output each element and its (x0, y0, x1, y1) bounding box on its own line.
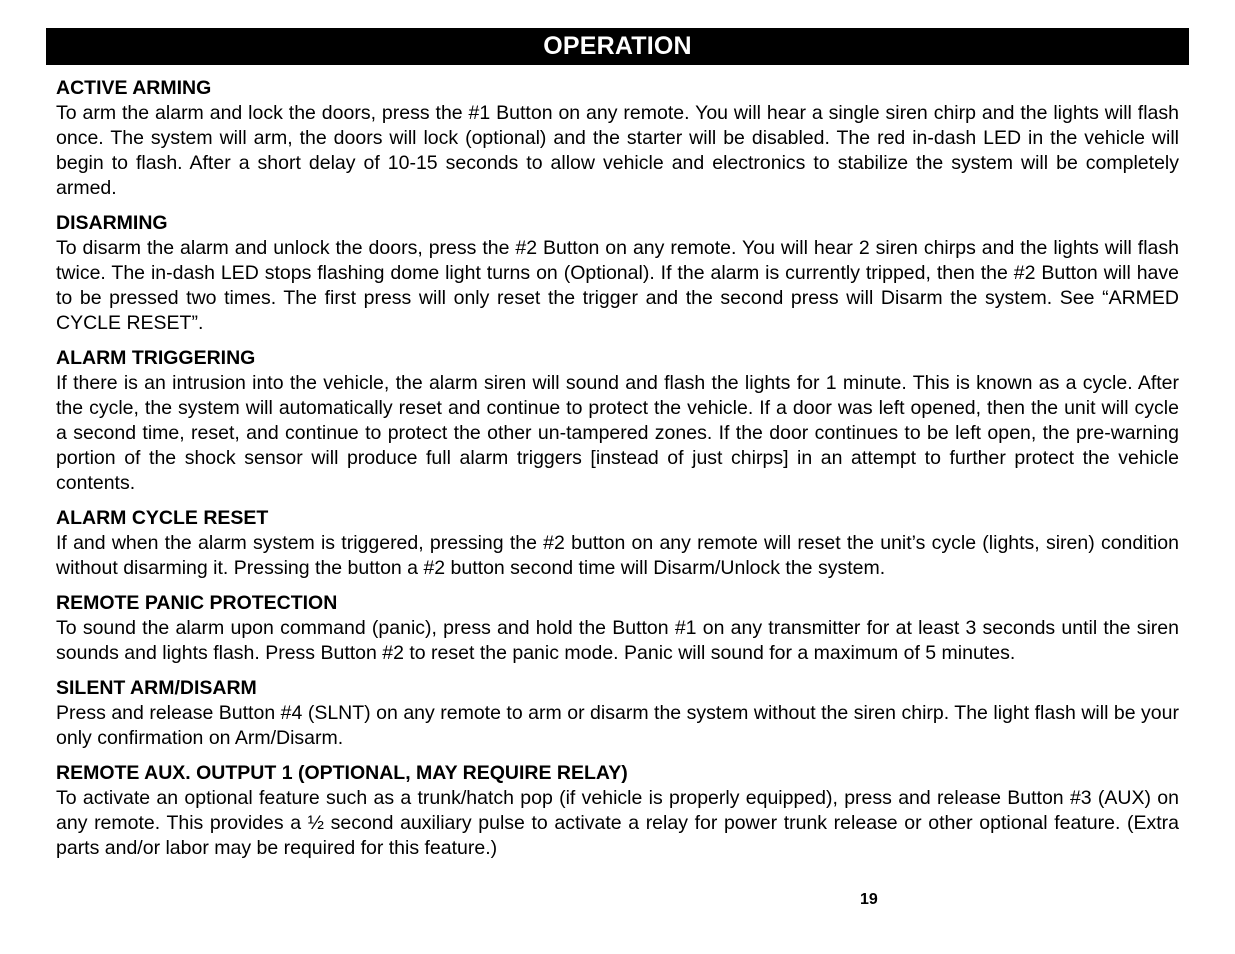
document-body (56, 76, 1179, 871)
section-paragraph: If there is an intrusion into the vehicle, the alarm siren will sound and flash the lights for 1 minute. This is known as a cycle. After the cycle, the system will automatically reset and continue to protect the vehicle. If a door was left opened, then the unit will cycle a second time, reset, and continue to protect the other un-tampered zones. If the door continues to be left open, the pre-warning portion of the shock sensor will produce full alarm triggers [instead of just chirps] in an attempt to further protect the vehicle contents. (56, 372, 1179, 494)
section-disarming (56, 211, 1179, 336)
section-heading: ALARM CYCLE RESET (56, 507, 269, 529)
section-remote-aux-output (56, 761, 1179, 861)
section-paragraph: To arm the alarm and lock the doors, press the #1 Button on any remote. You will hear a single siren chirp and the lights will flash once. The system will arm, the doors will lock (optional) and the starter will be disabled. The red in-dash LED in the vehicle will begin to flash. After a short delay of 10-15 seconds to allow vehicle and electronics to stabilize the system will be completely armed. (56, 102, 1179, 199)
section-heading: ALARM TRIGGERING (56, 347, 256, 369)
section-heading: REMOTE AUX. OUTPUT 1 (OPTIONAL, MAY REQUIRE RELAY) (56, 762, 628, 784)
section-alarm-cycle-reset (56, 506, 1179, 581)
section-heading: ACTIVE ARMING (56, 77, 212, 99)
section-paragraph: To sound the alarm upon command (panic), press and hold the Button #1 on any transmitter for at least 3 seconds until the siren sounds and lights flash. Press Button #2 to reset the panic mode. Panic will sound for a maximum of 5 minutes. (56, 617, 1179, 664)
section-heading: SILENT ARM/DISARM (56, 677, 257, 699)
section-alarm-triggering (56, 346, 1179, 496)
page-title: OPERATION (543, 32, 692, 60)
section-paragraph: To disarm the alarm and unlock the doors, press the #2 Button on any remote. You will hear 2 siren chirps and the lights will flash twice. The in-dash LED stops flashing dome light turns on (Optional). If the alarm is currently tripped, then the #2 Button will have to be pressed two times. The first press will only reset the trigger and the second press will Disarm the system. See “ARMED CYCLE RESET”. (56, 237, 1179, 334)
section-heading: DISARMING (56, 212, 168, 234)
section-paragraph: To activate an optional feature such as a trunk/hatch pop (if vehicle is properly equipped), press and release Button #3 (AUX) on any remote. This provides a ½ second auxiliary pulse to activate a relay for power trunk release or other optional feature. (Extra parts and/or labor may be required for this feature.) (56, 787, 1179, 859)
section-heading: REMOTE PANIC PROTECTION (56, 592, 338, 614)
section-title-bar (46, 28, 1189, 65)
section-active-arming (56, 76, 1179, 201)
section-remote-panic-protection (56, 591, 1179, 666)
section-paragraph: If and when the alarm system is triggered, pressing the #2 button on any remote will reset the unit’s cycle (lights, siren) condition without disarming it. Pressing the button a #2 button second time will Disarm/Unlock the system. (56, 532, 1179, 579)
section-silent-arm-disarm (56, 676, 1179, 751)
section-paragraph: Press and release Button #4 (SLNT) on any remote to arm or disarm the system without the siren chirp. The light flash will be your only confirmation on Arm/Disarm. (56, 702, 1179, 749)
page-number: 19 (860, 891, 878, 908)
